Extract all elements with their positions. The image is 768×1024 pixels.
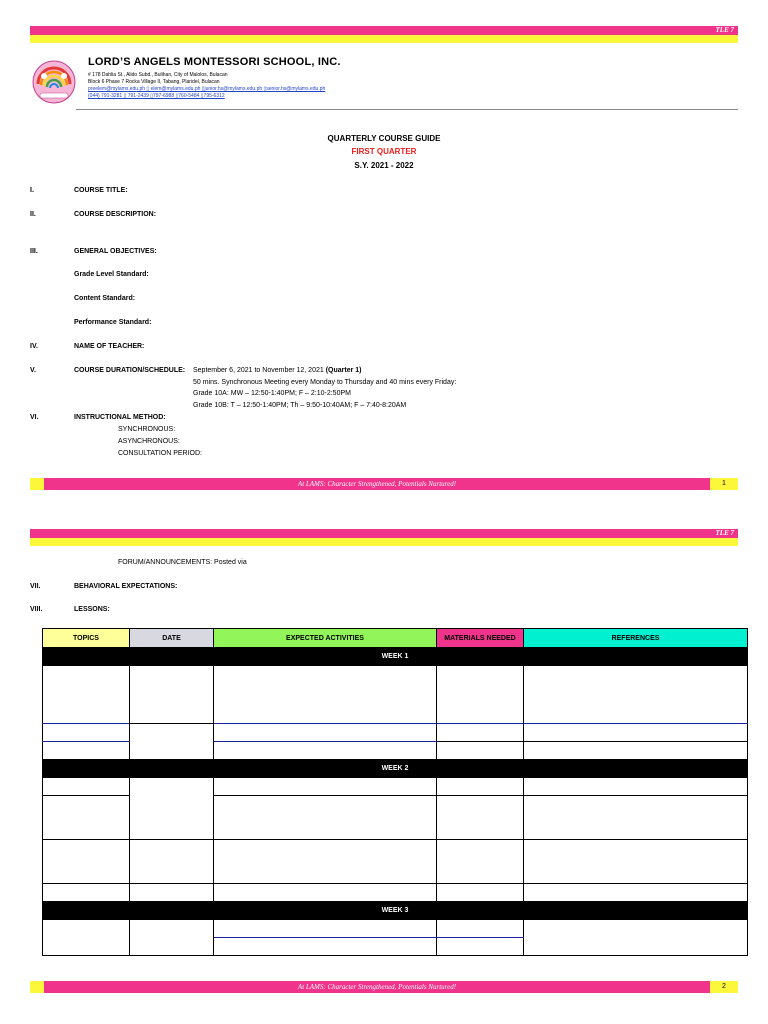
- lessons-table: [42, 628, 748, 956]
- header-yellow-bar-2: [30, 538, 738, 546]
- performance-standard-label: Performance Standard:: [74, 319, 152, 326]
- header-pink-bar: [30, 26, 738, 35]
- header-materials-needed: MATERIALS NEEDED: [437, 629, 524, 648]
- section-i-num: I.: [30, 187, 34, 194]
- page-number-2: 2: [710, 981, 738, 993]
- guide-school-year: S.Y. 2021 - 2022: [354, 161, 414, 170]
- page-tag-2: TLE 7: [715, 529, 734, 537]
- school-name: LORD’S ANGELS MONTESSORI SCHOOL, INC.: [88, 56, 341, 68]
- schedule-grade-10b: Grade 10B: T – 12:50-1:40PM; Th – 9:50-10:40AM; F – 7:40-8:20AM: [193, 402, 407, 409]
- teacher-name-label: NAME OF TEACHER:: [74, 343, 145, 350]
- page-tag: TLE 7: [715, 26, 734, 34]
- week-row: [43, 760, 748, 778]
- content-standard-label: Content Standard:: [74, 295, 136, 302]
- guide-title: QUARTERLY COURSE GUIDE: [327, 134, 441, 143]
- header-expected-activities: EXPECTED ACTIVITIES: [214, 629, 437, 648]
- section-iii-num: III.: [30, 248, 38, 255]
- school-address-2: Block 6 Phase 7 Rocka Village II, Tabang, Plaridel, Bulacan: [88, 79, 220, 85]
- week-1-label: WEEK 1: [43, 648, 748, 666]
- section-ii-num: II.: [30, 211, 36, 218]
- school-phones: (044) 791-3281 ▯ 791-2439 ▯797-6988 ▯760-5484 ▯795-6312: [88, 93, 225, 99]
- section-iv-num: IV.: [30, 343, 38, 350]
- asynchronous-label: ASYNCHRONOUS:: [118, 438, 180, 445]
- header-divider: [76, 109, 738, 110]
- header-date: DATE: [130, 629, 214, 648]
- week-2-label: WEEK 2: [43, 760, 748, 778]
- section-vii-num: VII.: [30, 583, 41, 590]
- table-row: [43, 778, 748, 796]
- week-row: [43, 902, 748, 920]
- header-pink-bar-2: [30, 529, 738, 538]
- forum-announcements-label: FORUM/ANNOUNCEMENTS: Posted via: [118, 559, 247, 566]
- table-row: [43, 666, 748, 724]
- table-header-row: [43, 629, 748, 648]
- behavioral-expectations-label: BEHAVIORAL EXPECTATIONS:: [74, 583, 178, 590]
- week-3-label: WEEK 3: [43, 902, 748, 920]
- footer-motto: At LAMS: Character Strengthened, Potentials Nurtured!: [44, 478, 710, 490]
- week-row: [43, 648, 748, 666]
- schedule-grade-10a: Grade 10A: MW – 12:50-1:40PM; F – 2:10-2:50PM: [193, 390, 351, 397]
- consultation-period-label: CONSULTATION PERIOD:: [118, 450, 203, 457]
- header-references: REFERENCES: [524, 629, 748, 648]
- header-topics: TOPICS: [43, 629, 130, 648]
- instructional-method-label: INSTRUCTIONAL METHOD:: [74, 414, 166, 421]
- school-logo: [32, 58, 76, 104]
- school-emails[interactable]: preelem@mylams.edu.ph ▯ elem@mylams.edu.ph ▯junior.hs@mylams.edu.ph ▯senior.hs@mylams.edu.ph: [88, 86, 326, 92]
- school-address-1: # 178 Dahlia St., Alido Subd., Bulihan, City of Malolos, Bulacan: [88, 72, 228, 78]
- course-duration-label: COURSE DURATION/SCHEDULE:: [74, 367, 186, 374]
- section-viii-num: VIII.: [30, 606, 43, 613]
- page-number: 1: [710, 478, 738, 490]
- page-2-footer: [30, 981, 738, 993]
- table-row: [43, 840, 748, 884]
- section-v-num: V.: [30, 367, 36, 374]
- course-title-label: COURSE TITLE:: [74, 187, 128, 194]
- header-yellow-bar: [30, 35, 738, 43]
- section-vi-num: VI.: [30, 414, 39, 421]
- general-objectives-label: GENERAL OBJECTIVES:: [74, 248, 157, 255]
- table-row: [43, 884, 748, 902]
- synchronous-label: SYNCHRONOUS:: [118, 426, 176, 433]
- table-row: [43, 724, 748, 742]
- table-row: [43, 920, 748, 938]
- course-dates: September 6, 2021 to November 12, 2021 (Quarter 1): [193, 367, 362, 374]
- schedule-line-1: 50 mins. Synchronous Meeting every Monday to Thursday and 40 mins every Friday:: [193, 379, 457, 386]
- course-description-label: COURSE DESCRIPTION:: [74, 211, 157, 218]
- guide-quarter: FIRST QUARTER: [351, 147, 417, 156]
- footer-motto-2: At LAMS: Character Strengthened, Potentials Nurtured!: [44, 981, 710, 993]
- lessons-label: LESSONS:: [74, 606, 110, 613]
- page-1-footer: [30, 478, 738, 490]
- grade-level-standard-label: Grade Level Standard:: [74, 271, 149, 278]
